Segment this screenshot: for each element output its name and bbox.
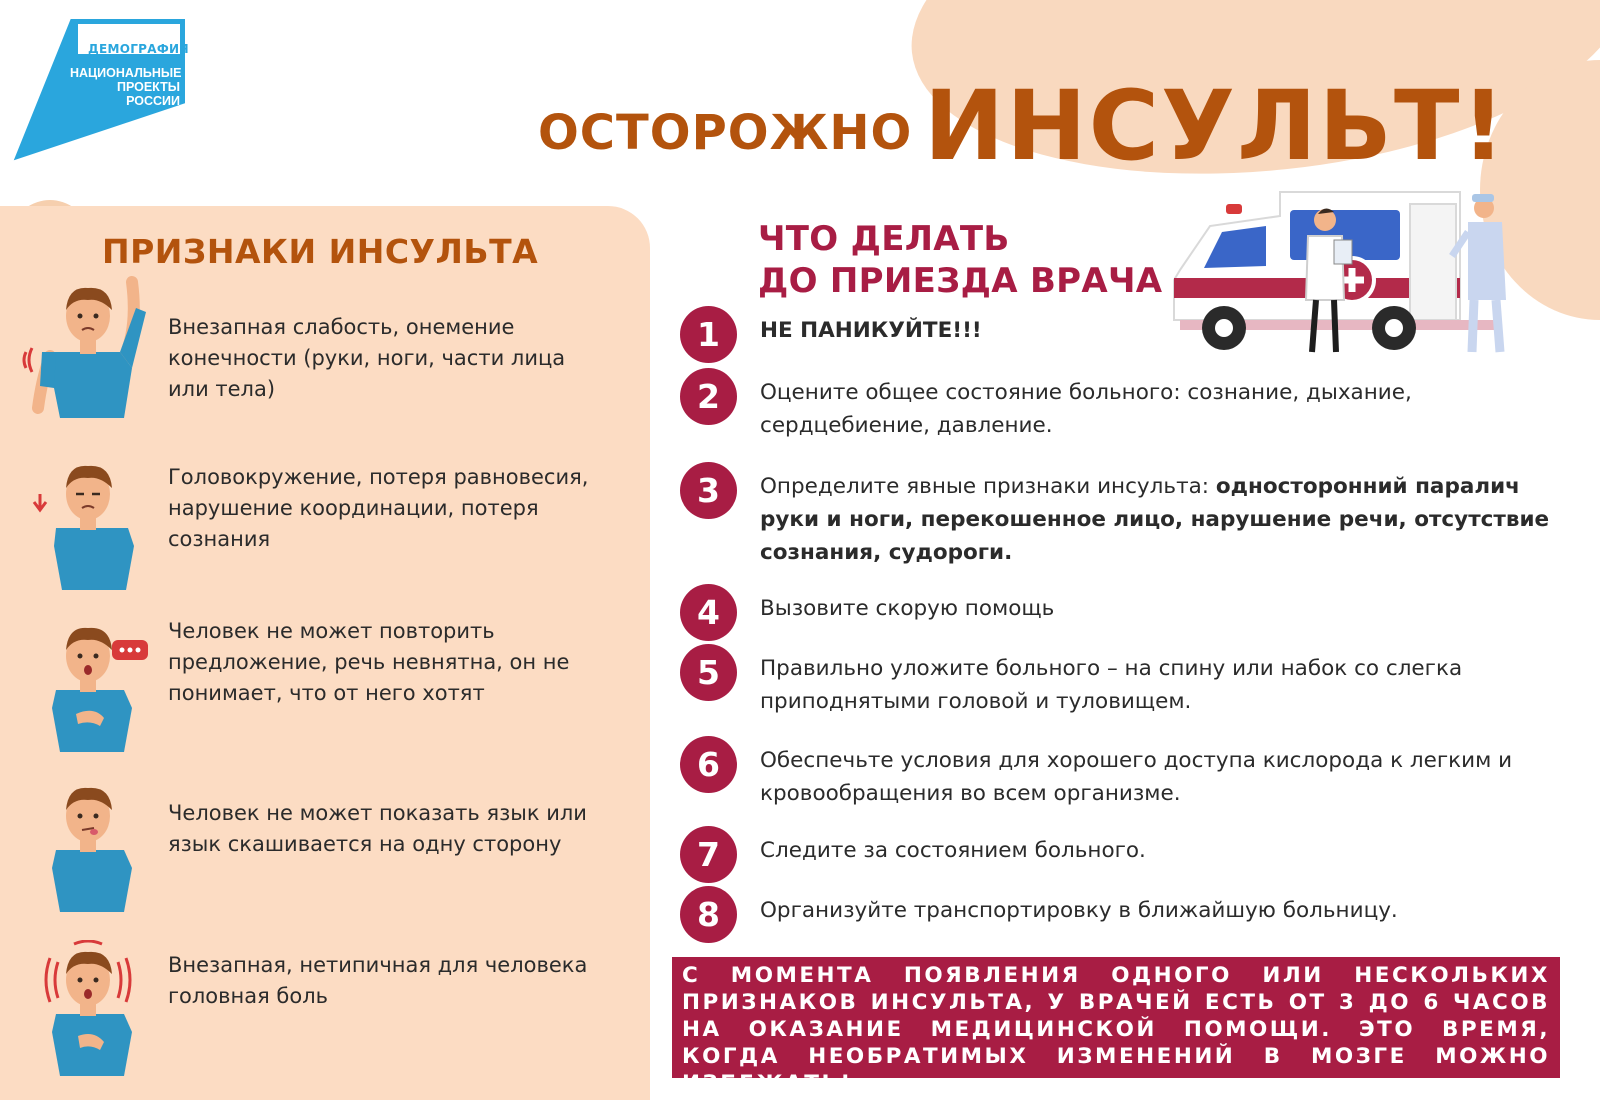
speech-problem-icon <box>20 614 160 754</box>
step-text: Правильно уложите больного – на спину или набок со слегка приподнятыми головой и туловищем. <box>760 656 1463 714</box>
title-stroke: ИНСУЛЬТ! <box>923 70 1508 182</box>
step-text: НЕ ПАНИКУЙТЕ!!! <box>760 318 982 343</box>
step-text: Следите за состоянием больного. <box>760 838 1146 863</box>
step-number: 1 <box>680 306 737 363</box>
step-text <box>760 470 1550 569</box>
todo-title-line-2: ДО ПРИЕЗДА ВРАЧА <box>758 261 1163 301</box>
sign-text: Человек не может повторить предложение, речь невнятна, он не понимает, что от него хотят <box>168 619 570 705</box>
sign-text: Головокружение, потеря равновесия, нарушение координации, потеря сознания <box>168 465 589 551</box>
todo-title <box>758 218 1162 302</box>
logo-national-projects <box>70 66 180 108</box>
sign-text: Внезапная слабость, онемение конечности (руки, ноги, части лица или тела) <box>168 315 566 401</box>
step-text: Вызовите скорую помощь <box>760 596 1055 621</box>
step-number: 3 <box>680 462 737 519</box>
raised-arm-weakness-icon <box>20 268 160 428</box>
warning-banner: С МОМЕНТА ПОЯВЛЕНИЯ ОДНОГО ИЛИ НЕСКОЛЬКИХ ПРИЗНАКОВ ИНСУЛЬТА, У ВРАЧЕЙ ЕСТЬ ОТ 3 ДО 6 ЧАСОВ НА ОКАЗАНИЕ МЕДИЦИНСКОЙ ПОМОЩИ. ЭТО ВРЕМЯ, КОГДА НЕОБРАТИМЫХ ИЗМЕНЕНИЙ В МОЗГЕ МОЖНО ИЗБЕЖАТЬ! <box>672 957 1560 1078</box>
page-title <box>538 70 1507 182</box>
step-text: Организуйте транспортировку в ближайшую больницу. <box>760 898 1398 923</box>
signs-title: ПРИЗНАКИ ИНСУЛЬТА <box>102 232 539 271</box>
step-text-regular: Определите явные признаки инсульта: <box>760 474 1216 499</box>
sign-item <box>20 614 620 764</box>
step-number: 8 <box>680 886 737 943</box>
sign-text: Внезапная, нетипичная для человека головная боль <box>168 953 588 1008</box>
headache-icon <box>20 940 160 1080</box>
step-number: 5 <box>680 644 737 701</box>
sign-item <box>20 772 620 922</box>
step-text-bold: односторонний паралич руки и ноги, перекошенное лицо, нарушение речи, отсутствие сознания, судороги. <box>760 474 1550 565</box>
step-number: 4 <box>680 584 737 641</box>
national-projects-logo <box>8 14 188 164</box>
logo-line-3: РОССИИ <box>126 94 180 108</box>
sign-text: Человек не может показать язык или язык скашивается на одну сторону <box>168 801 587 856</box>
logo-line-2: ПРОЕКТЫ <box>116 80 180 94</box>
sign-item <box>20 268 620 418</box>
logo-line-1: НАЦИОНАЛЬНЫЕ <box>70 66 182 80</box>
step-number: 6 <box>680 736 737 793</box>
sign-item <box>20 454 620 604</box>
step-number: 2 <box>680 368 737 425</box>
todo-title-line-1: ЧТО ДЕЛАТЬ <box>758 219 1010 259</box>
step-number: 7 <box>680 826 737 883</box>
step-text: Обеспечьте условия для хорошего доступа кислорода к легким и кровообращения во всем организме. <box>760 748 1513 806</box>
sign-item <box>20 940 620 1090</box>
dizziness-icon <box>20 454 160 594</box>
title-careful: ОСТОРОЖНО <box>538 105 913 161</box>
logo-demografiya: ДЕМОГРАФИЯ <box>88 42 189 56</box>
tongue-deviation-icon <box>20 772 160 912</box>
step-text: Оцените общее состояние больного: сознание, дыхание, сердцебиение, давление. <box>760 380 1412 438</box>
